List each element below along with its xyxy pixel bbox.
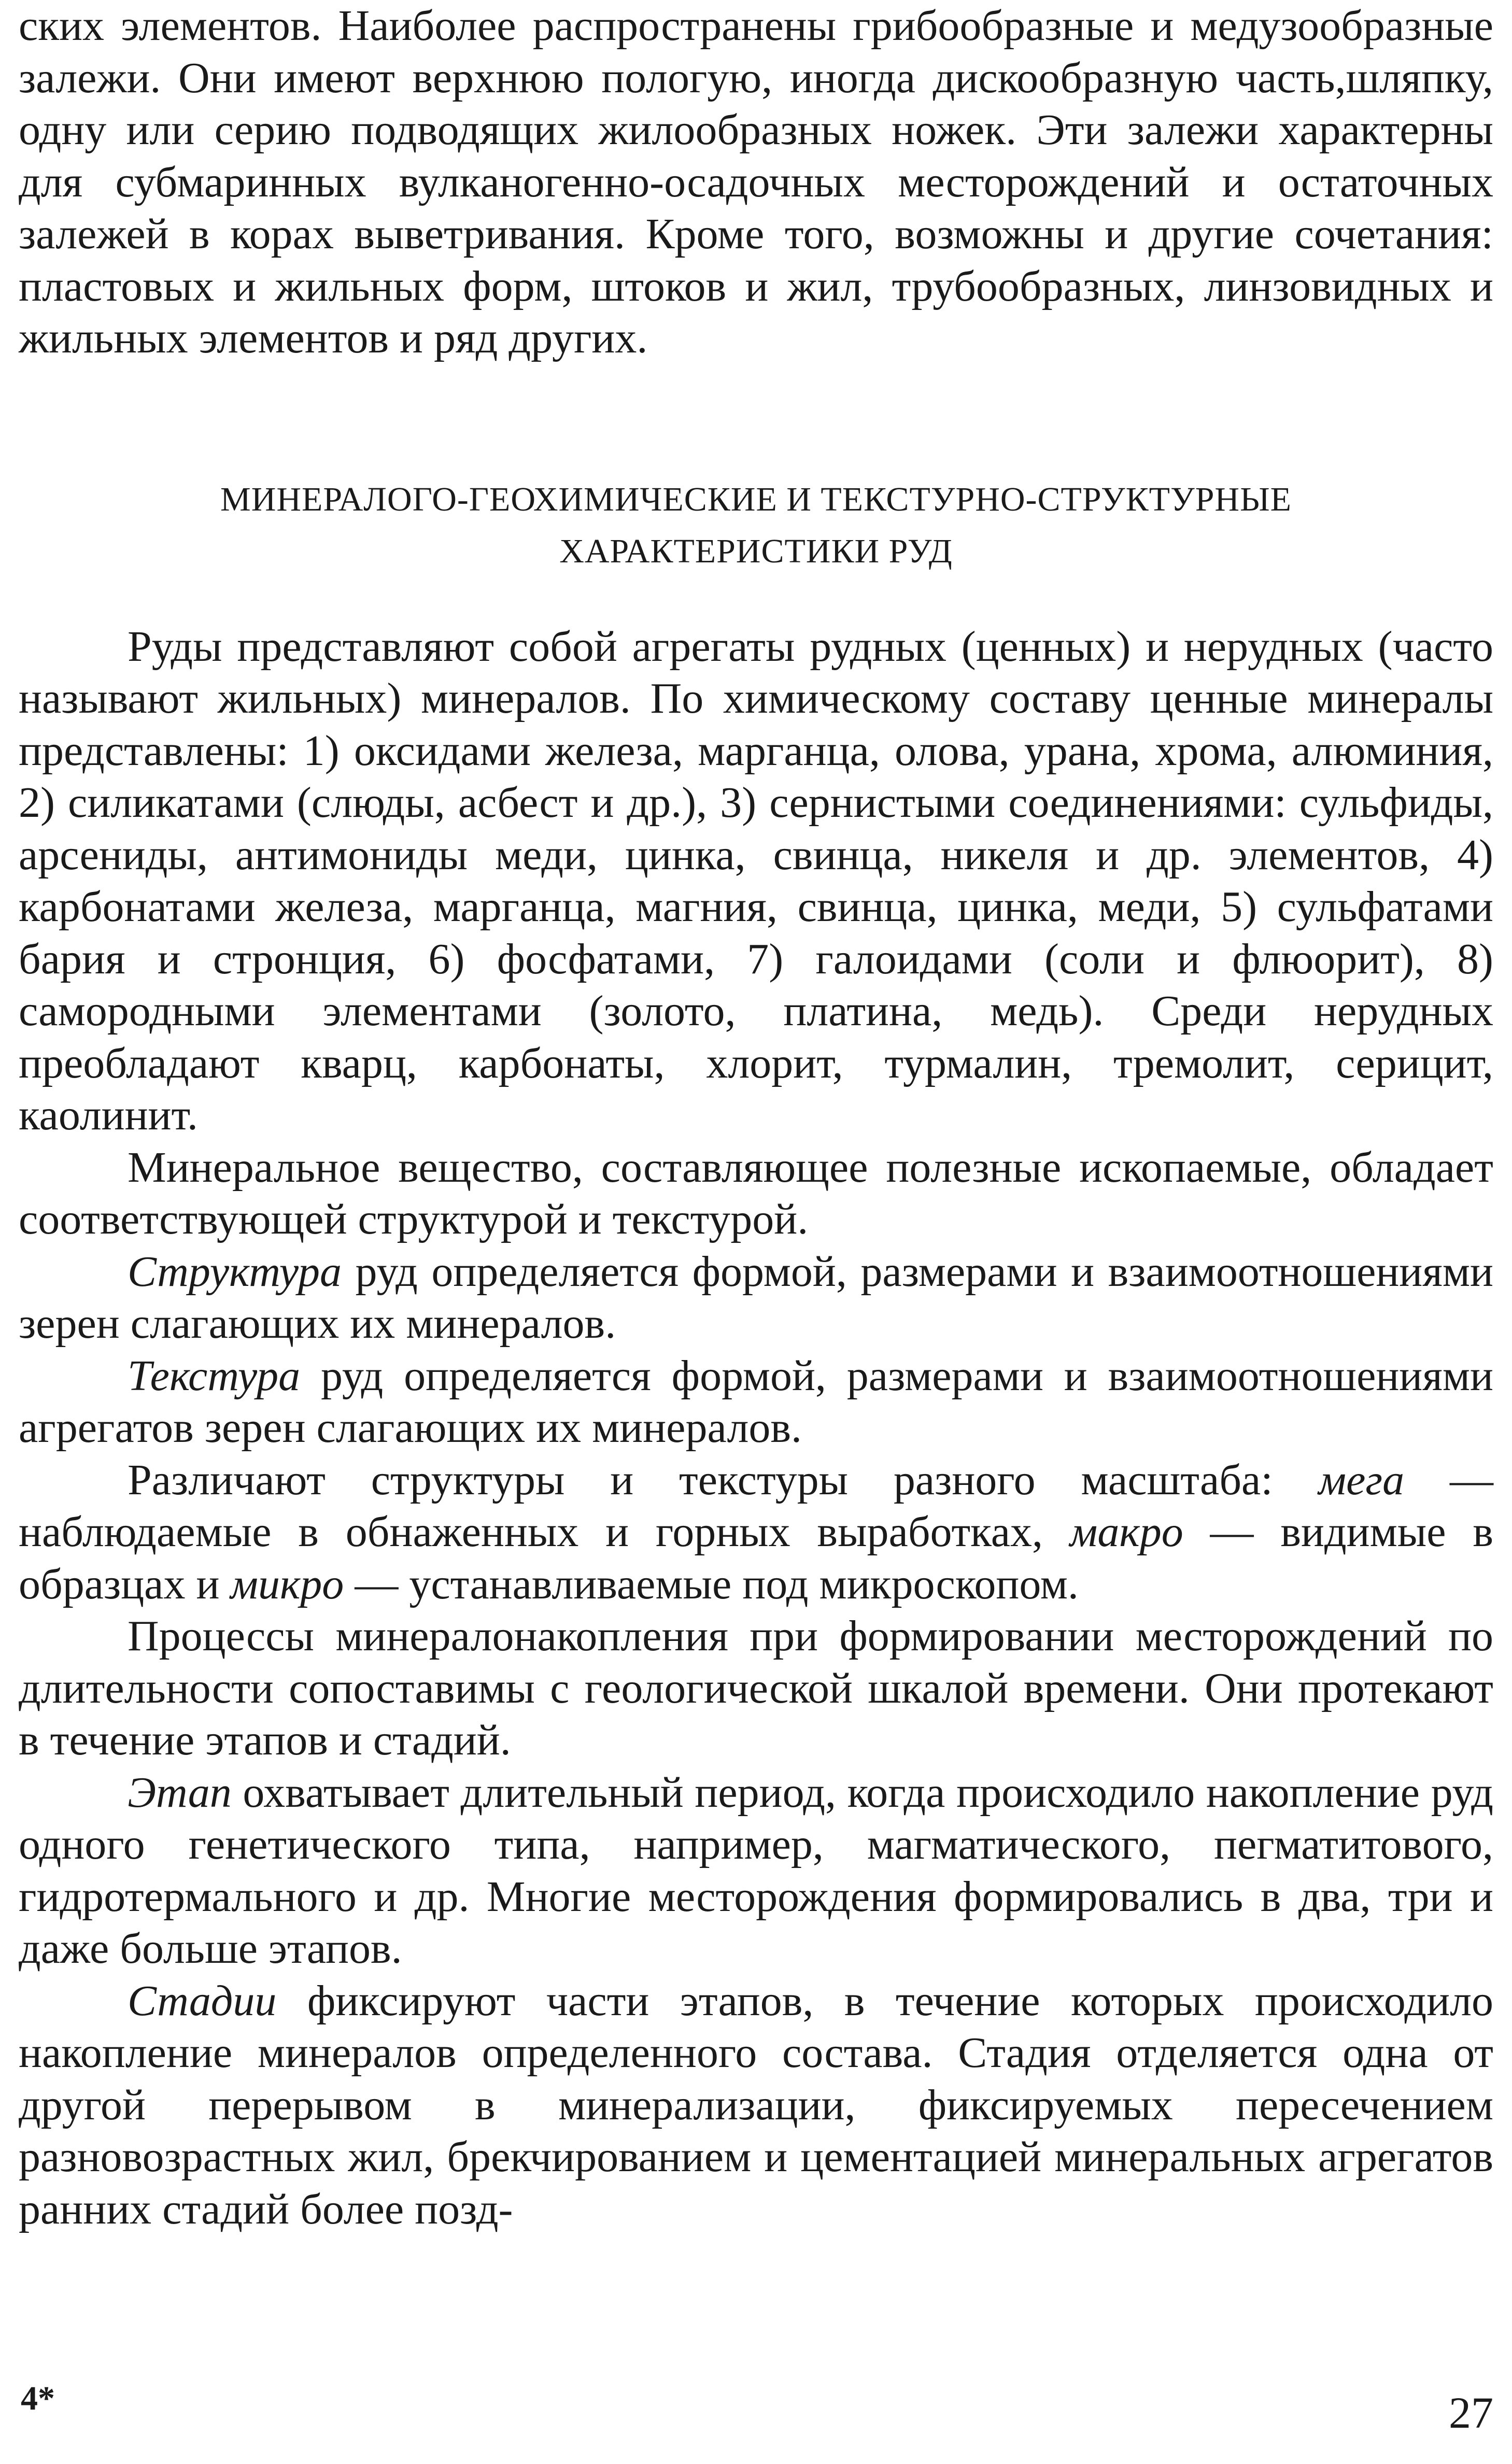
paragraph-phases [19,1975,1493,2236]
paragraph-processes: Процессы минералонакопления при формировании месторождений по длительности сопоставимы с геологической шкалой времени. Они протекают в течение этапов и стадий. [19,1612,1493,1764]
paragraph-scales-text-b: — наблюдаемые в обнаженных и горных выработках, [19,1455,1494,1556]
paragraph-stage [19,1767,1493,1975]
paragraph-scales-text-a: Различают структуры и текстуры разного масштаба: [128,1455,1319,1504]
term-structure: Структура [128,1247,342,1296]
paragraph-scales [19,1454,1493,1611]
term-micro: микро [230,1560,344,1608]
term-mega: мега [1318,1455,1405,1504]
book-page [19,0,1493,2235]
paragraph-mineral-substance: Минеральное вещество, составляющее полезные ископаемые, обладает соответствующей структурой и текстурой. [19,1143,1493,1243]
term-macro: макро [1069,1508,1183,1556]
section-heading [19,474,1493,577]
term-stage: Этап [128,1768,232,1817]
paragraph-texture-text: руд определяется формой, размерами и взаимоотношениями агрегатов зерен слагающих их минералов. [19,1351,1493,1452]
term-texture: Текстура [128,1351,301,1400]
term-phases: Стадии [128,1976,277,2025]
paragraph-structure-text: руд определяется формой, размерами и взаимоотношениями зерен слагающих их минералов. [19,1247,1493,1348]
continuation-paragraph: ских элементов. Наиболее распространены грибообразные и медузообразные залежи. Они имеют верхнюю пологую, иногда дискообразную часть,шляпку, одну или серию подводящих жилообразных ножек. Эти залежи характерны для субмаринных вулканогенно-осадочных месторождений и остаточных залежей в корах выветривания. Кроме того, возможны и другие сочетания: пластовых и жильных форм, штоков и жил, трубообразных, линзовидных и жильных элементов и ряд других. [19,2,1493,362]
paragraph-stage-text: охватывает длительный период, когда происходило накопление руд одного генетического типа, например, магматического, пегматитового, гидротермального и др. Многие месторождения формировались в два, три и даже больше этапов. [19,1768,1493,1973]
signature-mark: 4* [21,2380,55,2417]
section-heading-line-2: ХАРАКТЕРИСТИКИ РУД [559,532,953,570]
paragraph-structure [19,1246,1493,1350]
paragraph-texture [19,1350,1493,1454]
paragraph-phases-text: фиксируют части этапов, в течение которых происходило накопление минералов определенного состава. Стадия отделяется одна от другой перерывом в минерализации, фиксируемых пересечением разновозрастных жил, брекчированием и цементацией минеральных агрегатов ранних стадий более позд- [19,1976,1493,2233]
paragraph-ore-composition: Руды представляют собой агрегаты рудных (ценных) и нерудных (часто называют жильных) минералов. По химическому составу ценные минералы представлены: 1) оксидами железа, марганца, олова, урана, хрома, алюминия, 2) силикатами (слюды, асбест и др.), 3) сернистыми соединениями: сульфиды, арсениды, антимониды меди, цинка, свинца, никеля и др. элементов, 4) карбонатами железа, марганца, магния, свинца, цинка, меди, 5) сульфатами бария и стронция, 6) фосфатами, 7) галоидами (соли и флюорит), 8) самородными элементами (золото, платина, медь). Среди нерудных преобладают кварц, карбонаты, хлорит, турмалин, тремолит, серицит, каолинит. [19,622,1493,1139]
paragraph-scales-text-c: — видимые в образцах и [19,1508,1493,1608]
paragraph-scales-text-d: — устанавливаемые под микроскопом. [344,1560,1079,1608]
page-number: 27 [1449,2388,1493,2438]
section-heading-line-1: МИНЕРАЛОГО-ГЕОХИМИЧЕСКИЕ И ТЕКСТУРНО-СТРУКТУРНЫЕ [220,480,1292,518]
